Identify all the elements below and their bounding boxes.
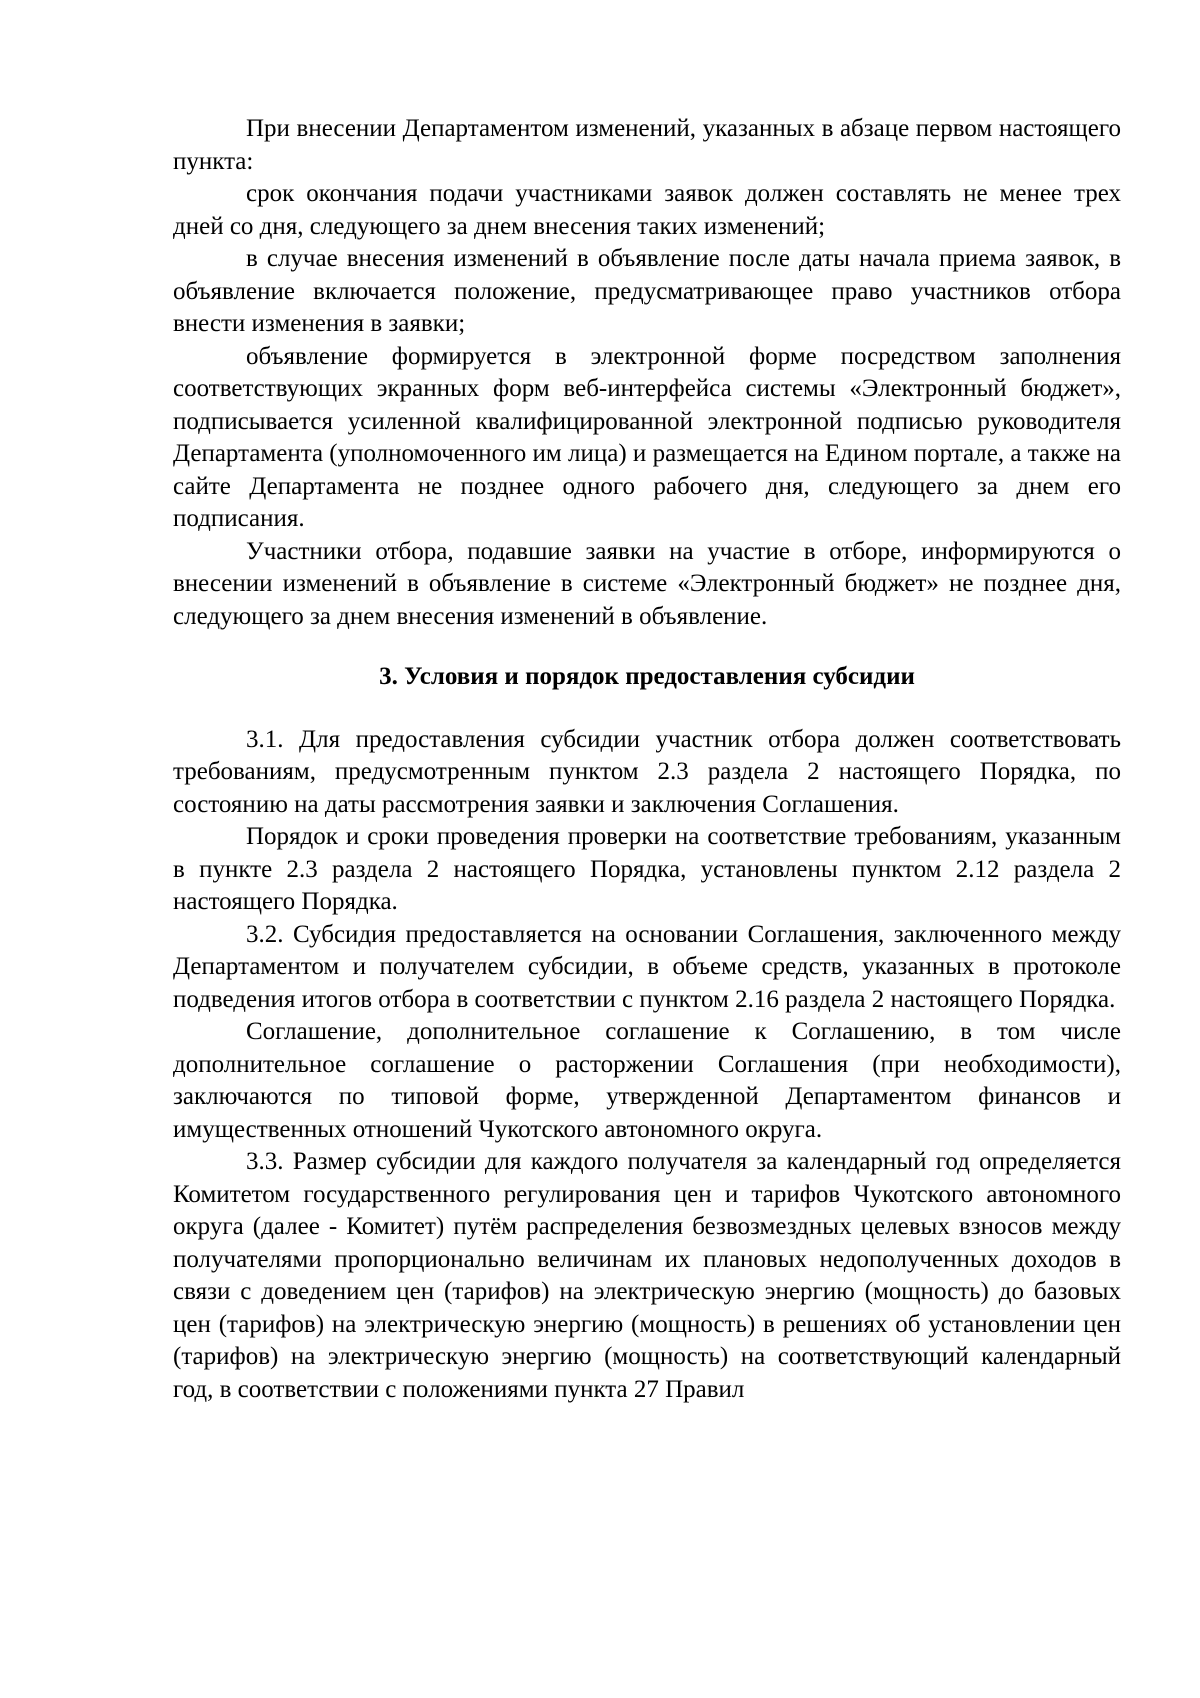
paragraph: 3.3. Размер субсидии для каждого получателя за календарный год определяется Комитетом государственного регулирования цен и тарифов Чукотского автономного округа (далее - Комитет) путём распределения безвозмездных целевых взносов между получателями пропорционально величинам их плановых недополученных доходов в связи с доведением цен (тарифов) на электрическую энергию (мощность) до базовых цен (тарифов) на электрическую энергию (мощность) в решениях об установлении цен (тарифов) на электрическую энергию (мощность) на соответствующий календарный год, в соответствии с положениями пункта 27 Правил	[173, 1148, 1121, 1403]
document-body	[173, 113, 1121, 1406]
paragraph: Порядок и сроки проведения проверки на соответствие требованиям, указанным в пункте 2.3 раздела 2 настоящего Порядка, установлены пунктом 2.12 раздела 2 настоящего Порядка.	[173, 823, 1121, 915]
paragraph: Участники отбора, подавшие заявки на участие в отборе, информируются о внесении изменений в объявление в системе «Электронный бюджет» не позднее дня, следующего за днем внесения изменений в объявление.	[173, 537, 1121, 630]
paragraph: срок окончания подачи участниками заявок должен составлять не менее трех дней со дня, следующего за днем внесения таких изменений;	[173, 180, 1121, 240]
section-heading: 3. Условия и порядок предоставления субсидии	[379, 663, 915, 690]
paragraph: Соглашение, дополнительное соглашение к Соглашению, в том числе дополнительное соглашение о расторжении Соглашения (при необходимости), заключаются по типовой форме, утвержденной Департаментом финансов и имущественных отношений Чукотского автономного округа.	[173, 1018, 1121, 1143]
paragraph: объявление формируется в электронной форме посредством заполнения соответствующих экранных форм веб-интерфейса системы «Электронный бюджет», подписывается усиленной квалифицированной электронной подписью руководителя Департамента (уполномоченного им лица) и размещается на Едином портале, а также на сайте Департамента не позднее одного рабочего дня, следующего за днем его подписания.	[173, 342, 1121, 532]
paragraph: При внесении Департаментом изменений, указанных в абзаце первом настоящего пункта:	[173, 115, 1121, 175]
paragraph: в случае внесения изменений в объявление после даты начала приема заявок, в объявление включается положение, предусматривающее право участников отбора внести изменения в заявки;	[173, 245, 1121, 337]
paragraph: 3.2. Субсидия предоставляется на основании Соглашения, заключенного между Департаментом и получателем субсидии, в объеме средств, указанных в протоколе подведения итогов отбора в соответствии с пунктом 2.16 раздела 2 настоящего Порядка.	[173, 920, 1121, 1013]
paragraph: 3.1. Для предоставления субсидии участник отбора должен соответствовать требованиям, предусмотренным пунктом 2.3 раздела 2 настоящего Порядка, по состоянию на даты рассмотрения заявки и заключения Соглашения.	[173, 725, 1121, 818]
